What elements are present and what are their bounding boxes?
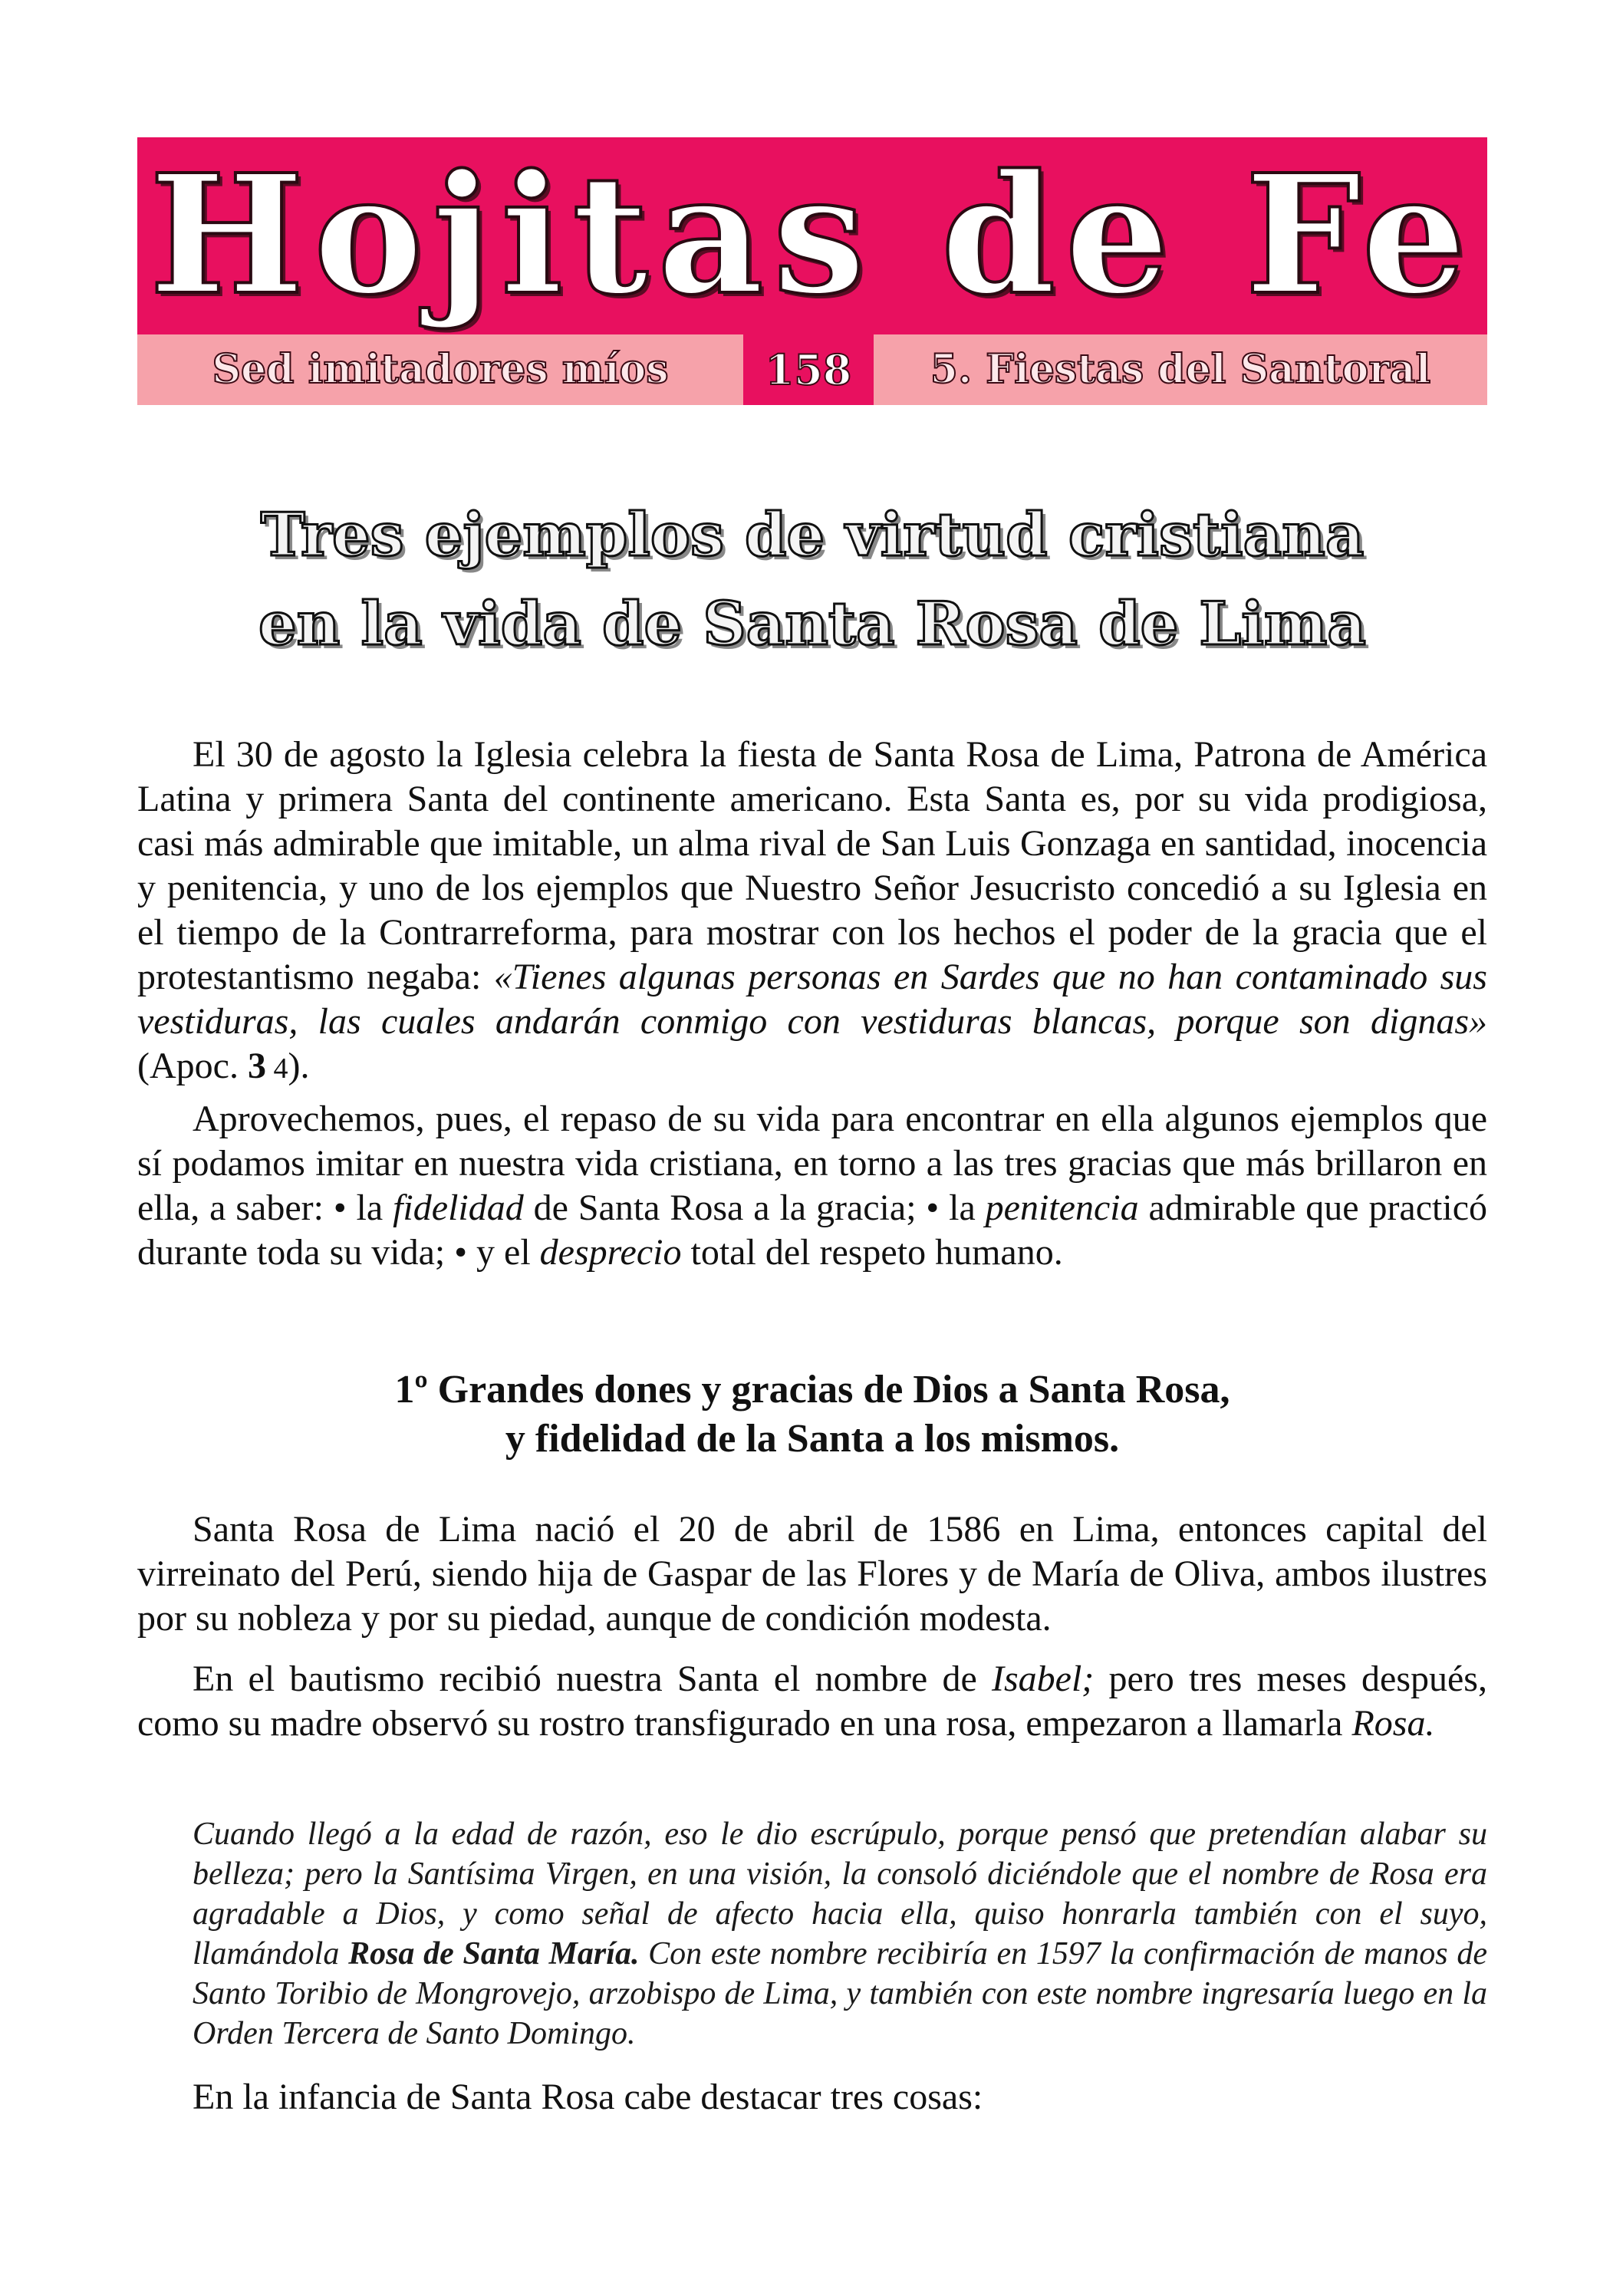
section-heading: 1º Grandes dones y gracias de Dios a Santa Rosa, y fidelidad de la Santa a los mismos.	[394, 1368, 1230, 1461]
paragraph-baptism: En el bautismo recibió nuestra Santa el nombre de Isabel; pero tres meses después, como su madre observó su rostro transfigurado en una rosa, empezaron a llamarla Rosa.	[137, 1659, 1487, 1744]
apocalypse-quote: «Tienes algunas personas en Sardes que no han contaminado sus vestiduras, las cuales andarán conmigo con vestiduras blancas, porque son dignas»	[137, 957, 1487, 1042]
publication-title: Hojitas de Fe	[149, 139, 1476, 331]
article-title-line1: Tres ejemplos de virtud cristiana	[260, 500, 1365, 570]
paragraph-intro: El 30 de agosto la Iglesia celebra la fiesta de Santa Rosa de Lima, Patrona de América Latina y primera Santa del continente americano. Esta Santa es, por su vida prodigiosa, casi más admirable que imitable, un alma rival de San Luis Gonzaga en santidad, inocencia y penitencia, y uno de los ejemplos que Nuestro Señor Jesucristo concedió a su Iglesia en el tiempo de la Contrarreforma, para mostrar con los hechos el poder de la gracia que el protestantismo negaba: «Tienes algunas personas en Sardes que no han contaminado sus vestiduras, las cuales andarán conmigo con vestiduras blancas, porque son dignas» (Apoc. 3 4).	[137, 734, 1487, 1086]
issue-number: 158	[743, 334, 874, 405]
paragraph-infancy: En la infancia de Santa Rosa cabe destacar tres cosas:	[193, 2077, 983, 2117]
header-subbar	[137, 334, 1487, 405]
series-section: 5. Fiestas del Santoral	[930, 346, 1431, 393]
article-title-line2: en la vida de Santa Rosa de Lima	[258, 589, 1366, 659]
article-title	[137, 491, 1487, 669]
paragraph-purpose: Aprovechemos, pues, el repaso de su vida para encontrar en ella algunos ejemplos que sí podamos imitar en nuestra vida cristiana, en torno a las tres gracias que más brillaron en ella, a saber: • la fidelidad de Santa Rosa a la gracia; • la penitencia admirable que practicó durante toda su vida; • y el desprecio total del respeto humano.	[137, 1099, 1488, 1273]
italic-note: Cuando llegó a la edad de razón, eso le dio escrúpulo, porque pensó que pretendían alabar su belleza; pero la Santísima Virgen, en una visión, la consoló diciéndole que el nombre de Rosa era agradable a Dios, y como señal de afecto hacia ella, quiso honrarla también con el suyo, llamándola Rosa de Santa María. Con este nombre recibiría en 1597 la confirmación de manos de Santo Toribio de Mongrovejo, arzobispo de Lima, y también con este nombre ingresaría luego en la Orden Tercera de Santo Domingo.	[193, 1817, 1488, 2051]
paragraph-birth: Santa Rosa de Lima nació el 20 de abril de 1586 en Lima, entonces capital del virreinato del Perú, siendo hija de Gaspar de las Flores y de María de Oliva, ambos ilustres por su nobleza y por su piedad, aunque de condición modesta.	[137, 1509, 1487, 1639]
series-motto: Sed imitadores míos	[212, 346, 669, 393]
header-banner	[137, 137, 1487, 334]
